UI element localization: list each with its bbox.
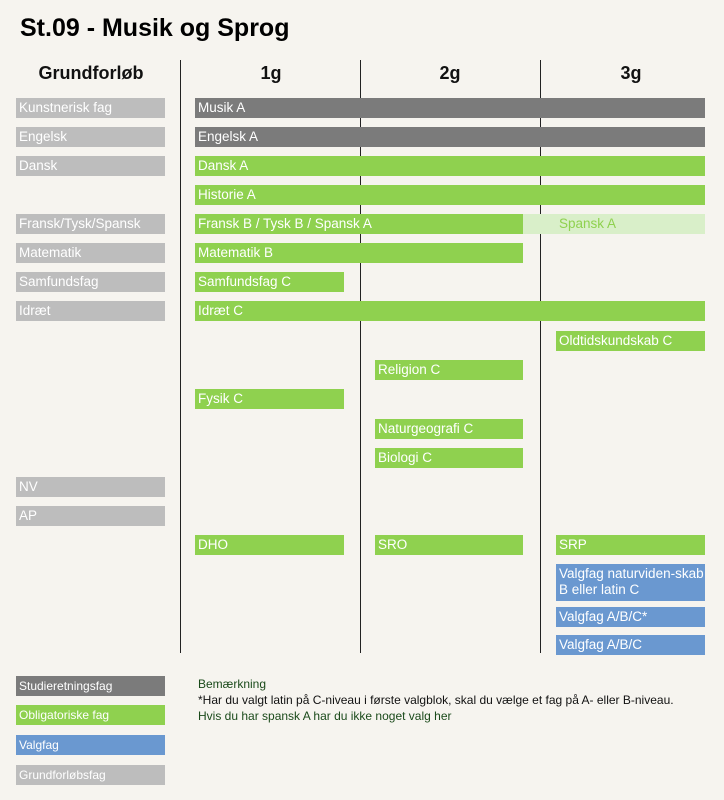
divider-grundforlob-1g [180,60,181,653]
subject-valgfag-1: Valgfag naturviden-skab B eller latin C [556,564,705,601]
grundforlob-engelsk: Engelsk [16,127,165,147]
legend-grundforlobsfag: Grundforløbsfag [16,765,165,785]
note-line-1: *Har du valgt latin på C-niveau i første valgblok, skal du vælge et fag på A- eller B-niveau. [198,693,674,707]
column-header-grundforlob: Grundforløb [38,63,144,83]
subject-engelsk: Engelsk A [195,127,705,147]
subject-sro: SRO [375,535,523,555]
subject-fysik: Fysik C [195,389,344,409]
page-title: St.09 - Musik og Sprog [20,14,290,42]
subject-srp: SRP [556,535,705,555]
subject-dansk: Dansk A [195,156,705,176]
subject-fransk: Fransk B / Tysk B / Spansk A [195,214,523,234]
grundforlob-fransk: Fransk/Tysk/Spansk [16,214,165,234]
subject-idraet: Idræt C [195,301,705,321]
subject-oldtid: Oldtidskundskab C [556,331,705,351]
column-header-2g: 2g [439,63,461,83]
subject-biologi: Biologi C [375,448,523,468]
subject-musik: Musik A [195,98,705,118]
subject-matematik: Matematik B [195,243,523,263]
grundforlob-ap: AP [16,506,165,526]
grundforlob-nv: NV [16,477,165,497]
column-header-1g: 1g [260,63,282,83]
subject-religion: Religion C [375,360,523,380]
legend-obligatorisk: Obligatoriske fag [16,705,165,725]
subject-dho: DHO [195,535,344,555]
column-header-3g: 3g [620,63,642,83]
grundforlob-samfundsfag: Samfundsfag [16,272,165,292]
note-heading: Bemærkning [198,677,267,691]
note-line-2: Hvis du har spansk A har du ikke noget valg her [198,709,452,723]
subject-valgfag-2: Valgfag A/B/C* [556,607,705,627]
subject-samfundsfag: Samfundsfag C [195,272,344,292]
legend-valgfag: Valgfag [16,735,165,755]
grundforlob-matematik: Matematik [16,243,165,263]
legend-studieretning: Studieretningsfag [16,676,165,696]
subject-historie: Historie A [195,185,705,205]
grundforlob-idraet: Idræt [16,301,165,321]
subject-valgfag-3: Valgfag A/B/C [556,635,705,655]
grundforlob-dansk: Dansk [16,156,165,176]
subject-spansk: Spansk A [523,214,705,234]
divider-2g-3g [540,60,541,653]
divider-1g-2g [360,60,361,653]
grundforlob-kunstnerisk: Kunstnerisk fag [16,98,165,118]
subject-naturgeografi: Naturgeografi C [375,419,523,439]
